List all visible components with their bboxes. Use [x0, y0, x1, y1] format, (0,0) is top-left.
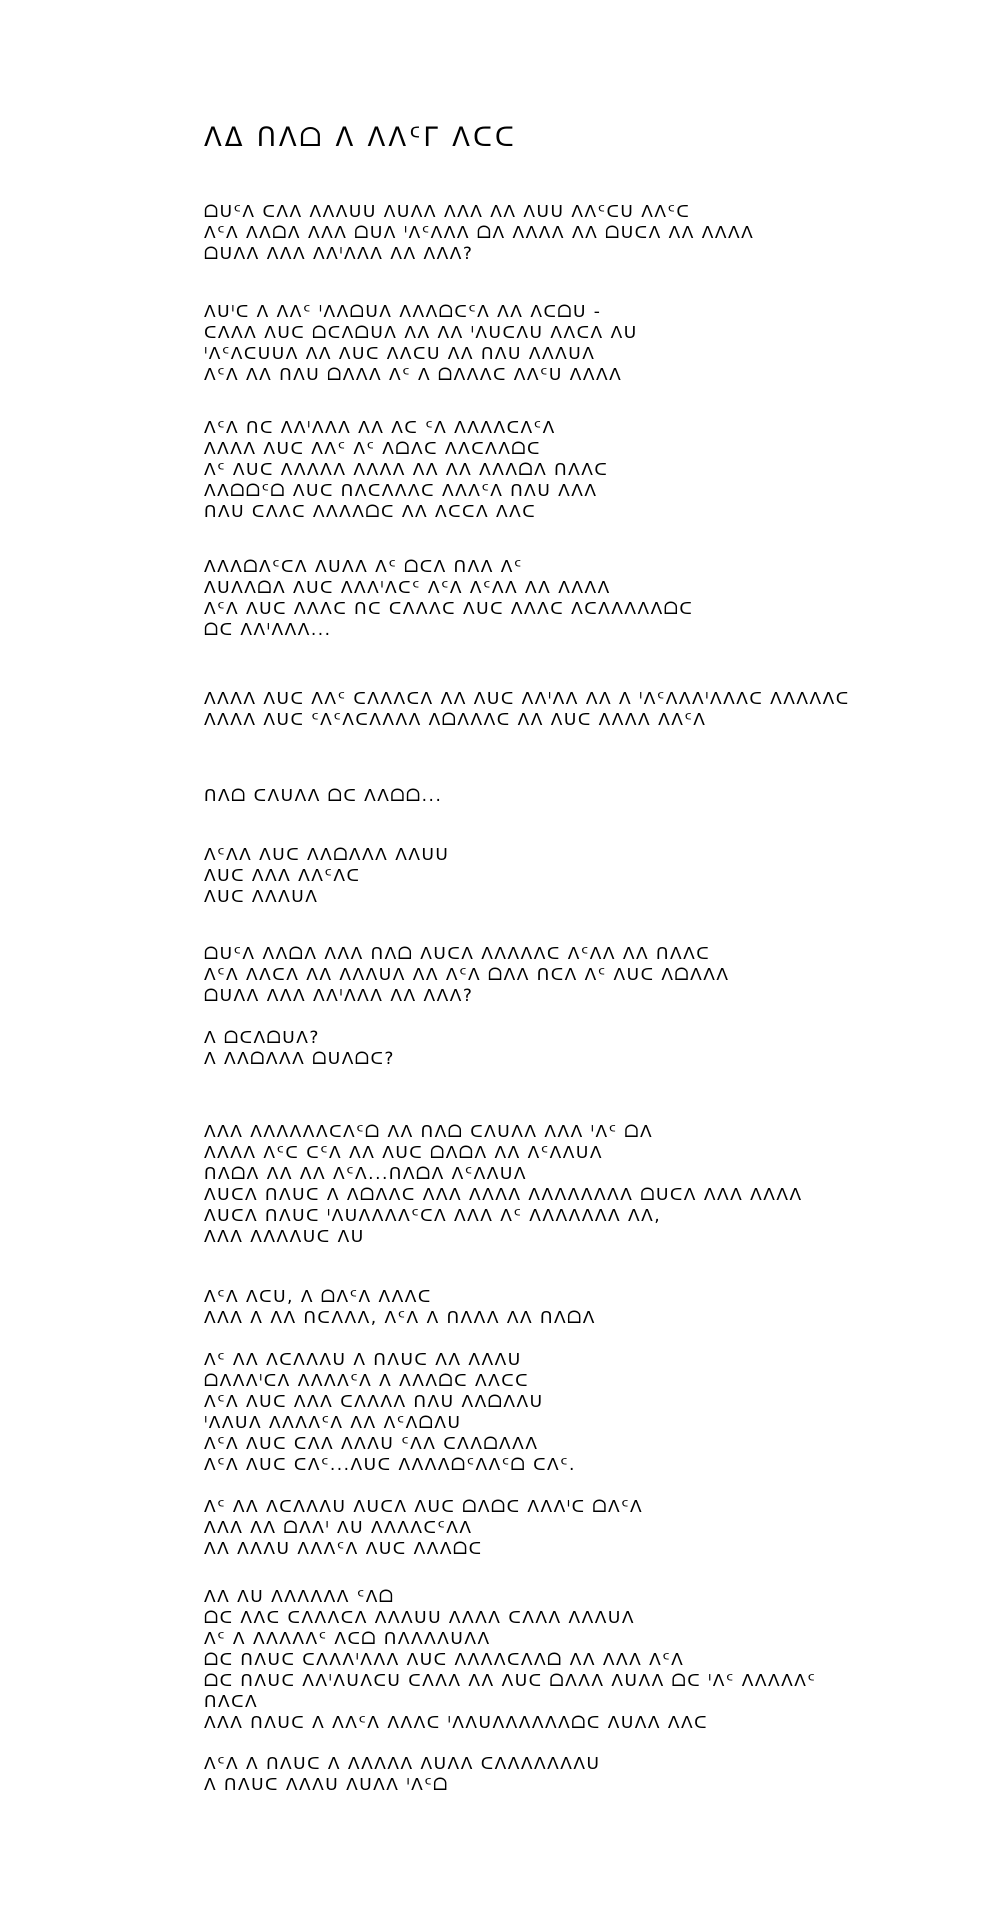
- poem-line: ᐱᑦᐱ ᑎᑕ ᐱᐱᑊᐱᐱᐱ ᐱᐱ ᐱᑕ ᑦᐱ ᐱᐱᐱᐱᑕᐱᑦᐱ: [204, 418, 556, 438]
- poem-line: [204, 1007, 730, 1028]
- stanza: [204, 1587, 816, 1734]
- poem-line: ᐱᑦᐱ ᐱᐱ ᑎᐱᑌ ᗝᐱᐱᐱ ᐱᑦ ᐱ ᗝᐱᐱᐱᑕ ᐱᐱᑦᑌ ᐱᐱᐱᐱ: [204, 365, 623, 385]
- poem-line: ᑊᐱᐱᑌᐱ ᐱᐱᐱᐱᑦᐱ ᐱᐱ ᐱᑦᐱᗝᐱᑌ: [204, 1413, 462, 1433]
- poem-line: ᐱᐱᐱ ᐱᐱᐱᐱᐱᐱᑕᐱᑦᗝ ᐱᐱ ᑎᐱᗝ ᑕᐱᑌᐱᐱ ᐱᐱᐱ ᑊᐱᑦ ᗝᐱ: [204, 1122, 654, 1142]
- stanza: [204, 302, 638, 386]
- poem-line: ᐱᐱᐱᗝᐱᑦᑕᐱ ᐱᑌᐱᐱ ᐱᑦ ᗝᑕᐱ ᑎᐱᐱ ᐱᑦ: [204, 557, 523, 577]
- poem-line: ᗝᑌᑦᐱ ᑕᐱᐱ ᐱᐱᐱᑌᑌ ᐱᑌᐱᐱ ᐱᐱᐱ ᐱᐱ ᐱᑌᑌ ᐱᐱᑦᑕᑌ ᐱᐱᑦᑕ: [204, 202, 691, 222]
- stanza: [204, 1287, 596, 1476]
- poem-line: ᐱᑦ ᐱᐱ ᐱᑕᐱᐱᐱᑌ ᐱᑌᑕᐱ ᐱᑌᑕ ᗝᐱᗝᑕ ᐱᐱᐱᑊᑕ ᗝᐱᑦᐱ: [204, 1497, 644, 1517]
- poem-line: ᐱᐱᐱᐱ ᐱᑌᑕ ᐱᐱᑦ ᐱᑦ ᐱᗝᐱᑕ ᐱᐱᑕᐱᐱᗝᑕ: [204, 439, 541, 459]
- poem-line: ᐱᑦᐱ ᐱᑌᑕ ᐱᐱᐱᑕ ᑎᑕ ᑕᐱᐱᐱᑕ ᐱᑌᑕ ᐱᐱᐱᑕ ᐱᑕᐱᐱᐱᐱᐱᗝᑕ: [204, 599, 694, 619]
- poem-line: ᐱᑦᐱ ᐱᑌᑕ ᐱᐱᐱ ᑕᐱᐱᐱᐱ ᑎᐱᑌ ᐱᐱᗝᐱᐱᑌ: [204, 1392, 544, 1412]
- poem-line: ᐱᑌᑕᐱ ᑎᐱᑌᑕ ᑊᐱᑌᐱᐱᐱᐱᑦᑕᐱ ᐱᐱᐱ ᐱᑦ ᐱᐱᐱᐱᐱᐱᐱ ᐱᐱ,: [204, 1206, 662, 1226]
- poem-line: ᑎᐱᗝᐱ ᐱᐱ ᐱᐱ ᐱᑦᐱ...ᑎᐱᗝᐱ ᐱᑦᐱᐱᑌᐱ: [204, 1164, 527, 1184]
- stanza: [204, 1754, 600, 1796]
- poem-line: ᑎᐱᗝ ᑕᐱᑌᐱᐱ ᗝᑕ ᐱᐱᗝᗝ...: [204, 786, 443, 806]
- poem-line: ᐱᑦᐱ ᐱᑌᑕ ᑕᐱᑦ...ᐱᑌᑕ ᐱᐱᐱᐱᗝᑦᐱᐱᑦᗝ ᑕᐱᑦ.: [204, 1455, 576, 1475]
- poem-line: ᐱ ᐱᐱᗝᐱᐱᐱ ᗝᑌᐱᗝᑕ?: [204, 1049, 395, 1069]
- stanza: [204, 1497, 643, 1560]
- poem-line: [204, 1329, 596, 1350]
- stanza: [204, 1122, 803, 1248]
- stanza: [204, 845, 449, 908]
- poem-line: ᐱᐱ ᐱᐱᐱᑌ ᐱᐱᐱᑦᐱ ᐱᑌᑕ ᐱᐱᐱᗝᑕ: [204, 1539, 483, 1559]
- poem-line: ᗝᑌᑦᐱ ᐱᐱᗝᐱ ᐱᐱᐱ ᑎᐱᗝ ᐱᑌᑕᐱ ᐱᐱᐱᐱᐱᑕ ᐱᑦᐱᐱ ᐱᐱ ᑎᐱᐱᑕ: [204, 944, 711, 964]
- poem-line: ᐱᐱᐱᐱ ᐱᑌᑕ ᑦᐱᑦᐱᑕᐱᐱᐱᐱ ᐱᗝᐱᐱᐱᑕ ᐱᐱ ᐱᑌᑕ ᐱᐱᐱᐱ ᐱᐱᑦᐱ: [204, 710, 707, 730]
- poem-line: ᐱᑦ ᐱ ᐱᐱᐱᐱᐱᑦ ᐱᑕᗝ ᑎᐱᐱᐱᐱᑌᐱᐱ: [204, 1629, 491, 1649]
- stanza: [204, 557, 693, 641]
- poem-title: ᐱᐃ ᑎᐱᗝ ᐱ ᐱᐱᑦᒥ ᐱᑕᑕ: [204, 123, 517, 153]
- poem-line: ᐱᑦ ᐱᐱ ᐱᑕᐱᐱᐱᑌ ᐱ ᑎᐱᑌᑕ ᐱᐱ ᐱᐱᐱᑌ: [204, 1350, 522, 1370]
- poem-line: ᗝᐱᐱᐱᑊᑕᐱ ᐱᐱᐱᐱᑦᐱ ᐱ ᐱᐱᐱᗝᑕ ᐱᐱᑕᑕ: [204, 1371, 530, 1391]
- poem-line: ᗝᑕ ᐱᐱᑊᐱᐱᐱ...: [204, 620, 332, 640]
- poem-line: ᐱᑦᐱ ᐱᑌᑕ ᑕᐱᐱ ᐱᐱᐱᑌ ᑦᐱᐱ ᑕᐱᐱᗝᐱᐱᐱ: [204, 1434, 539, 1454]
- stanza: [204, 689, 850, 731]
- poem-line: ᐱᑦᐱ ᐱᐱᗝᐱ ᐱᐱᐱ ᗝᑌᐱ ᑊᐱᑦᐱᐱᐱ ᗝᐱ ᐱᐱᐱᐱ ᐱᐱ ᗝᑌᑕᐱ ᐱᐱ ᐱᐱᐱᐱ: [204, 223, 755, 243]
- poem-line: ᗝᑌᐱᐱ ᐱᐱᐱ ᐱᐱᑊᐱᐱᐱ ᐱᐱ ᐱᐱᐱ?: [204, 244, 474, 264]
- poem-line: ᐱᑌᐱᐱᗝᐱ ᐱᑌᑕ ᐱᐱᐱᑊᐱᑕᑦ ᐱᑦᐱ ᐱᑦᐱᐱ ᐱᐱ ᐱᐱᐱᐱ: [204, 578, 611, 598]
- poem-line: ᐱᐱᗝᗝᑦᗝ ᐱᑌᑕ ᑎᐱᑕᐱᐱᐱᑕ ᐱᐱᐱᑦᐱ ᑎᐱᑌ ᐱᐱᐱ: [204, 481, 598, 501]
- poem-line: ᐱᐱᐱ ᐱᐱ ᗝᐱᐱᑊ ᐱᑌ ᐱᐱᐱᐱᑕᑦᐱᐱ: [204, 1518, 473, 1538]
- poem-line: ᑎᐱᑕᐱ: [204, 1692, 259, 1712]
- poem-line: ᐱᑌᑕ ᐱᐱᐱᑌᐱ: [204, 887, 319, 907]
- poem-line: ᐱᑦᐱ ᐱᐱᑕᐱ ᐱᐱ ᐱᐱᐱᑌᐱ ᐱᐱ ᐱᑦᐱ ᗝᐱᐱ ᑎᑕᐱ ᐱᑦ ᐱᑌᑕ ᐱᗝᐱᐱᐱ: [204, 965, 730, 985]
- stanza: [204, 786, 442, 807]
- poem-line: ᐱᐱᐱ ᑎᐱᑌᑕ ᐱ ᐱᐱᑦᐱ ᐱᐱᐱᑕ ᑊᐱᐱᑌᐱᐱᐱᐱᐱᐱᗝᑕ ᐱᑌᐱᐱ ᐱᐱᑕ: [204, 1713, 709, 1733]
- poem-line: ᐱᑌᑕ ᐱᐱᐱ ᐱᐱᑦᐱᑕ: [204, 866, 361, 886]
- poem-line: ᐱᐱ ᐱᑌ ᐱᐱᐱᐱᐱᐱ ᑦᐱᗝ: [204, 1587, 395, 1607]
- poem-line: ᗝᑕ ᑎᐱᑌᑕ ᐱᐱᑊᐱᑌᐱᑕᑌ ᑕᐱᐱᐱ ᐱᐱ ᐱᑌᑕ ᗝᐱᐱᐱ ᐱᑌᐱᐱ ᗝᑕ ᑊᐱᑦ ᐱᐱᐱᐱᐱᑦ: [204, 1671, 817, 1691]
- poem-line: ᗝᑕ ᐱᐱᑕ ᑕᐱᐱᐱᑕᐱ ᐱᐱᐱᑌᑌ ᐱᐱᐱᐱ ᑕᐱᐱᐱ ᐱᐱᐱᑌᐱ: [204, 1608, 635, 1628]
- stanza: [204, 202, 754, 265]
- poem-line: ᐱ ᗝᑕᐱᗝᑌᐱ?: [204, 1028, 320, 1048]
- poem-line: ᐱᑦᐱ ᐱ ᑎᐱᑌᑕ ᐱ ᐱᐱᐱᐱᐱ ᐱᑌᐱᐱ ᑕᐱᐱᐱᐱᐱᐱᐱᑌ: [204, 1754, 601, 1774]
- poem-line: ᐱᑌᑕᐱ ᑎᐱᑌᑕ ᐱ ᐱᗝᐱᐱᑕ ᐱᐱᐱ ᐱᐱᐱᐱ ᐱᐱᐱᐱᐱᐱᐱᐱ ᗝᑌᑕᐱ ᐱᐱᐱ ᐱᐱᐱᐱ: [204, 1185, 803, 1205]
- stanza: [204, 418, 608, 523]
- poem-line: ᐱᐱᐱᐱ ᐱᑌᑕ ᐱᐱᑦ ᑕᐱᐱᐱᑕᐱ ᐱᐱ ᐱᑌᑕ ᐱᐱᑊᐱᐱ ᐱᐱ ᐱ ᑊᐱᑦᐱᐱᐱᑊᐱᐱᐱᑕ ᐱᐱᐱᐱᐱᑕ: [204, 689, 850, 709]
- poem-line: ᐱᑦᐱ ᐱᑕᑌ, ᐱ ᗝᐱᑦᐱ ᐱᐱᐱᑕ: [204, 1287, 432, 1307]
- poem-line: ᐱᐱᐱᐱ ᐱᑦᑕ ᑕᑦᐱ ᐱᐱ ᐱᑌᑕ ᗝᐱᗝᐱ ᐱᐱ ᐱᑦᐱᐱᑌᐱ: [204, 1143, 603, 1163]
- poem-line: ᑕᐱᐱᐱ ᐱᑌᑕ ᗝᑕᐱᗝᑌᐱ ᐱᐱ ᐱᐱ ᑊᐱᑌᑕᐱᑌ ᐱᐱᑕᐱ ᐱᑌ: [204, 323, 638, 343]
- poem-line: ᐱᑦ ᐱᑌᑕ ᐱᐱᐱᐱᐱ ᐱᐱᐱᐱ ᐱᐱ ᐱᐱ ᐱᐱᐱᗝᐱ ᑎᐱᐱᑕ: [204, 460, 609, 480]
- poem-line: ᑊᐱᑦᐱᑕᑌᑌᐱ ᐱᐱ ᐱᑌᑕ ᐱᐱᑕᑌ ᐱᐱ ᑎᐱᑌ ᐱᐱᐱᑌᐱ: [204, 344, 596, 364]
- poem-line: ᐱ ᑎᐱᑌᑕ ᐱᐱᐱᑌ ᐱᑌᐱᐱ ᑊᐱᑦᗝ: [204, 1775, 449, 1795]
- poem-line: ᑎᐱᑌ ᑕᐱᐱᑕ ᐱᐱᐱᐱᗝᑕ ᐱᐱ ᐱᑕᑕᐱ ᐱᐱᑕ: [204, 502, 537, 522]
- poem-line: ᐱᐱᐱ ᐱᐱᐱᐱᑌᑕ ᐱᑌ: [204, 1227, 365, 1247]
- poem: [204, 122, 964, 1795]
- poem-line: ᐱᑦᐱᐱ ᐱᑌᑕ ᐱᐱᗝᐱᐱᐱ ᐱᐱᑌᑌ: [204, 845, 450, 865]
- poem-line: ᗝᑌᐱᐱ ᐱᐱᐱ ᐱᐱᑊᐱᐱᐱ ᐱᐱ ᐱᐱᐱ?: [204, 986, 474, 1006]
- poem-line: ᗝᑕ ᑎᐱᑌᑕ ᑕᐱᐱᐱᑊᐱᐱᐱ ᐱᑌᑕ ᐱᐱᐱᐱᑕᐱᐱᗝ ᐱᐱ ᐱᐱᐱ ᐱᑦᐱ: [204, 1650, 685, 1670]
- poem-line: ᐱᑌᑊᑕ ᐱ ᐱᐱᑦ ᑊᐱᐱᗝᑌᐱ ᐱᐱᐱᗝᑕᑦᐱ ᐱᐱ ᐱᑕᗝᑌ -: [204, 302, 602, 322]
- stanza: [204, 944, 730, 1070]
- poem-line: ᐱᐱᐱ ᐱ ᐱᐱ ᑎᑕᐱᐱᐱ, ᐱᑦᐱ ᐱ ᑎᐱᐱᐱ ᐱᐱ ᑎᐱᗝᐱ: [204, 1308, 596, 1328]
